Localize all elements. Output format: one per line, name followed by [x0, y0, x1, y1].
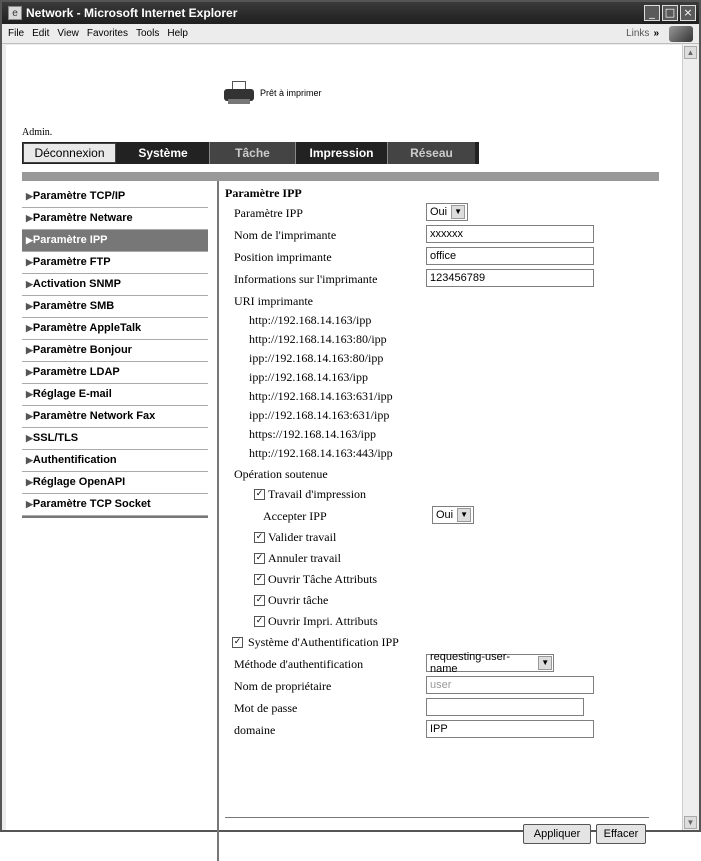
- printer-name-label: Nom de l'imprimante: [234, 228, 337, 242]
- printer-status: [224, 81, 322, 105]
- operations-label: Opération soutenue: [234, 467, 328, 481]
- sidebar-item-ssl-tls[interactable]: [22, 428, 208, 450]
- sidebar-item-label: Paramètre SMB: [32, 300, 115, 312]
- uri-item: http://192.168.14.163:443/ipp: [249, 446, 393, 460]
- sidebar-item-label: Paramètre AppleTalk: [32, 322, 142, 334]
- sidebar-item-label: Paramètre FTP: [32, 256, 111, 268]
- vertical-scrollbar[interactable]: [682, 45, 697, 830]
- triangle-right-icon: ▶: [26, 257, 33, 267]
- operation-row: [225, 569, 665, 590]
- sidebar-item-snmp[interactable]: [22, 274, 208, 296]
- tab-system[interactable]: Système: [138, 146, 188, 160]
- domain-row: [225, 719, 665, 741]
- domain-field[interactable]: [426, 720, 594, 738]
- get-jobs-checkbox[interactable]: ✓: [255, 595, 264, 605]
- operation-label: Annuler travail: [268, 551, 341, 565]
- sidebar-item-ipp[interactable]: [22, 230, 208, 252]
- scroll-up-icon[interactable]: ▲: [684, 46, 697, 59]
- get-job-attributes-checkbox[interactable]: ✓: [255, 574, 264, 584]
- auth-method-select[interactable]: [426, 651, 554, 675]
- tab-network[interactable]: Réseau: [387, 142, 475, 164]
- maximize-icon[interactable]: □: [662, 5, 678, 21]
- menu-favorites[interactable]: Favorites: [86, 28, 128, 39]
- sidebar-item-label: Authentification: [32, 454, 117, 466]
- status-text: Prêt à imprimer: [260, 88, 322, 98]
- apply-button[interactable]: Appliquer: [523, 824, 591, 844]
- auth-method-label: Méthode d'authentification: [234, 657, 364, 671]
- owner-name-label: Nom de propriétaire: [234, 679, 332, 693]
- close-icon[interactable]: ×: [680, 5, 696, 21]
- sidebar-item-smb[interactable]: [22, 296, 208, 318]
- triangle-right-icon: ▶: [26, 213, 33, 223]
- sidebar-item-label: Paramètre LDAP: [32, 366, 120, 378]
- sidebar-bottom-rule: [22, 516, 208, 520]
- sidebar-item-label: Réglage E-mail: [32, 388, 112, 400]
- operation-label: Ouvrir Impri. Attributs: [268, 614, 378, 628]
- ipp-setting-row: [225, 202, 665, 224]
- operation-row: [225, 527, 665, 548]
- printer-info-row: [225, 268, 665, 290]
- sidebar-item-label: SSL/TLS: [32, 432, 79, 444]
- chevron-right-icon: »: [653, 28, 659, 39]
- print-job-checkbox[interactable]: ✓: [255, 489, 264, 499]
- cancel-job-checkbox[interactable]: ✓: [255, 553, 264, 563]
- triangle-right-icon: ▶: [26, 279, 33, 289]
- printer-location-row: [225, 246, 665, 268]
- uri-item: ipp://192.168.14.163/ipp: [249, 370, 369, 384]
- menu-bar: [2, 24, 699, 44]
- uri-label: URI imprimante: [234, 294, 313, 308]
- triangle-right-icon: ▶: [26, 499, 33, 509]
- links-label: Links: [626, 28, 650, 39]
- auth-system-label: Système d'Authentification IPP: [248, 635, 399, 649]
- uri-item: ipp://192.168.14.163:631/ipp: [249, 408, 390, 422]
- operation-row: [225, 590, 665, 611]
- uri-item: https://192.168.14.163/ipp: [249, 427, 377, 441]
- accept-ipp-value: Oui: [436, 509, 454, 521]
- sidebar-item-label: Paramètre Netware: [32, 212, 133, 224]
- operation-row: [225, 611, 665, 632]
- triangle-right-icon: ▶: [26, 323, 33, 333]
- window-title: Network - Microsoft Internet Explorer: [26, 6, 238, 20]
- printer-icon: [224, 81, 254, 105]
- auth-system-checkbox[interactable]: ✓: [233, 637, 242, 647]
- clear-button[interactable]: Effacer: [596, 824, 646, 844]
- uri-label-row: [225, 290, 665, 311]
- sidebar-item-openapi[interactable]: [22, 472, 208, 494]
- domain-label: domaine: [234, 723, 276, 737]
- owner-name-row: [225, 675, 665, 697]
- uri-item: http://192.168.14.163:80/ipp: [249, 332, 387, 346]
- sidebar-item-label: Réglage OpenAPI: [32, 476, 126, 488]
- triangle-right-icon: ▶: [26, 235, 33, 245]
- sidebar-item-netware[interactable]: [22, 208, 208, 230]
- auth-method-value: requesting-user-name: [430, 651, 511, 675]
- triangle-right-icon: ▶: [26, 389, 33, 399]
- menu-tools[interactable]: Tools: [135, 28, 160, 39]
- sidebar-item-email[interactable]: [22, 384, 208, 406]
- operation-label: Valider travail: [268, 530, 337, 544]
- title-bar: [2, 2, 699, 24]
- header-band: [22, 172, 659, 181]
- sidebar-item-ftp[interactable]: [22, 252, 208, 274]
- triangle-right-icon: ▶: [26, 411, 33, 421]
- uri-item: ipp://192.168.14.163:80/ipp: [249, 351, 384, 365]
- uri-item: http://192.168.14.163:631/ipp: [249, 389, 393, 403]
- menu-edit[interactable]: Edit: [32, 28, 50, 39]
- menu-file[interactable]: File: [8, 28, 25, 39]
- triangle-right-icon: ▶: [26, 433, 33, 443]
- footer-rule: [225, 817, 649, 818]
- windows-logo-icon: [669, 26, 693, 42]
- triangle-right-icon: ▶: [26, 367, 33, 377]
- sidebar-item-label: Paramètre IPP: [32, 234, 108, 246]
- uri-item: http://192.168.14.163/ipp: [249, 313, 372, 327]
- printer-name-row: [225, 224, 665, 246]
- accept-ipp-label: Accepter IPP: [263, 509, 327, 523]
- tab-print[interactable]: Impression: [295, 142, 387, 164]
- sidebar-item-tcpip[interactable]: [22, 186, 208, 208]
- sidebar-item-authentication[interactable]: [22, 450, 208, 472]
- admin-label: Admin.: [22, 127, 53, 138]
- chevron-down-icon: ▼: [538, 656, 552, 670]
- ipp-setting-value: Oui: [430, 206, 448, 218]
- chevron-down-icon: ▼: [457, 508, 471, 522]
- ie-page-icon: e: [8, 6, 22, 20]
- print-job-row: [225, 484, 665, 505]
- chevron-down-icon: ▼: [451, 205, 465, 219]
- sidebar-item-network-fax[interactable]: [22, 406, 208, 428]
- operation-row: [225, 548, 665, 569]
- ipp-setting-select[interactable]: [426, 203, 468, 221]
- sidebar-item-label: Paramètre Network Fax: [32, 410, 156, 422]
- tab-job[interactable]: Tâche: [209, 142, 295, 164]
- validate-job-checkbox[interactable]: ✓: [255, 532, 264, 542]
- minimize-icon[interactable]: _: [644, 5, 660, 21]
- vertical-divider: [217, 181, 219, 861]
- sidebar-item-bonjour[interactable]: [22, 340, 208, 362]
- password-label: Mot de passe: [234, 701, 298, 715]
- auth-method-row: [225, 653, 665, 675]
- owner-name-field[interactable]: [426, 676, 594, 694]
- logout-button[interactable]: Déconnexion: [23, 143, 116, 163]
- auth-system-row: [225, 632, 665, 653]
- scroll-down-icon[interactable]: ▼: [684, 816, 697, 829]
- sidebar-item-ldap[interactable]: [22, 362, 208, 384]
- sidebar-item-label: Activation SNMP: [32, 278, 121, 290]
- links-toolbar[interactable]: [626, 28, 659, 39]
- top-tabs: [22, 142, 479, 164]
- printer-info-field[interactable]: [426, 269, 594, 287]
- sidebar-item-tcp-socket[interactable]: [22, 494, 208, 516]
- triangle-right-icon: ▶: [26, 301, 33, 311]
- password-field[interactable]: [426, 698, 584, 716]
- printer-info-label: Informations sur l'imprimante: [234, 272, 378, 286]
- get-printer-attributes-checkbox[interactable]: ✓: [255, 616, 264, 626]
- print-job-label: Travail d'impression: [268, 487, 367, 501]
- sidebar-item-label: Paramètre TCP Socket: [32, 498, 151, 510]
- operation-label: Ouvrir Tâche Attributs: [268, 572, 378, 586]
- printer-location-label: Position imprimante: [234, 250, 332, 264]
- sidebar: [22, 186, 208, 520]
- operations-label-row: [225, 463, 665, 484]
- accept-ipp-select[interactable]: [432, 506, 474, 524]
- sidebar-item-appletalk[interactable]: [22, 318, 208, 340]
- menu-view[interactable]: View: [57, 28, 79, 39]
- accept-ipp-row: [225, 505, 665, 527]
- triangle-right-icon: ▶: [26, 455, 33, 465]
- triangle-right-icon: ▶: [26, 477, 33, 487]
- triangle-right-icon: ▶: [26, 345, 33, 355]
- printer-name-field[interactable]: [426, 225, 594, 243]
- menu-help[interactable]: Help: [167, 28, 188, 39]
- operation-label: Ouvrir tâche: [268, 593, 329, 607]
- page-title: Paramètre IPP: [225, 186, 302, 200]
- triangle-right-icon: ▶: [26, 191, 33, 201]
- password-row: [225, 697, 665, 719]
- printer-location-field[interactable]: [426, 247, 594, 265]
- ipp-settings-panel: [225, 186, 665, 741]
- page-viewport: [6, 45, 682, 840]
- ipp-setting-label: Paramètre IPP: [234, 206, 303, 220]
- sidebar-item-label: Paramètre Bonjour: [32, 344, 132, 356]
- sidebar-item-label: Paramètre TCP/IP: [32, 190, 126, 202]
